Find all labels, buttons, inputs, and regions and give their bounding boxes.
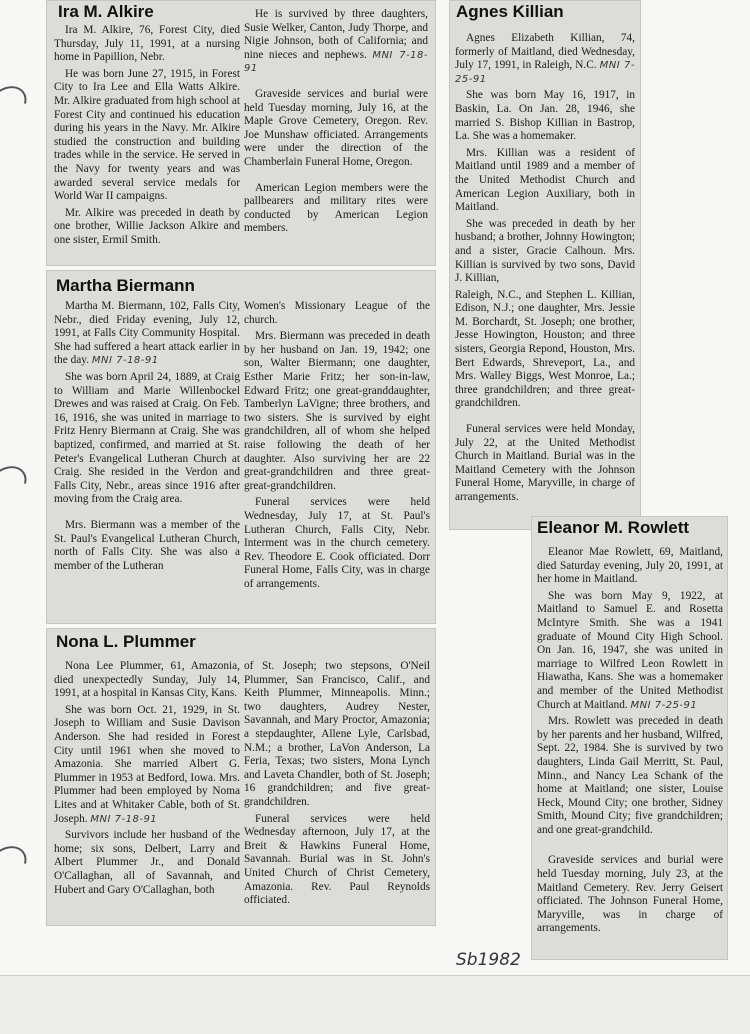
handwritten-date: MNI 7-18-91 xyxy=(244,49,429,75)
obituary-paragraph: Agnes Elizabeth Killian, 74, formerly of Maitland, died Wednesday, July 17, 1991, in Raleigh, N.C. MNI 7-25-91 xyxy=(455,32,635,85)
obituary-paragraph: Raleigh, N.C., and Stephen L. Killian, Edison, N.J.; one daughter, Mrs. Jessie M. Borchardt, St. Joseph; one brother, Jesse Howington, Houston; and three sisters, Georgia Repond, Houston, Mrs. Bert Edwards, Shreveport, La., and Mrs. Walley Biggs, West Monroe, La.; three grandchildren; and three great-grandchildren. xyxy=(455,288,635,410)
handwritten-date: MNI 7-25-91 xyxy=(455,60,635,85)
obituary-paragraph: Ira M. Alkire, 76, Forest City, died Thursday, July 11, 1991, at a nursing home in Papillion, Nebr. xyxy=(54,24,240,64)
obituary-paragraph: She was preceded in death by her husband; a brother, Johnny Howington; and a sister, Gracie Calhoun. Mrs. Killian is survived by two sons, David J. Killian, xyxy=(455,217,635,285)
obituary-column xyxy=(455,32,635,508)
obituary-column-1 xyxy=(54,300,240,576)
obituary-column-2 xyxy=(244,8,428,239)
obituary-paragraph: He was born June 27, 1915, in Forest City to Ira Lee and Ella Watts Alkire. Mr. Alkire graduated from high school at Forest City and continued his education during his years in the Navy. Mr. Alkire studied the construction and building trades while in the service. He served in the Navy for twenty years and was awarded several service medals for World War II campaigns. xyxy=(54,67,240,203)
obituary-column-1 xyxy=(54,660,240,900)
obituary-paragraph: Mrs. Biermann was preceded in death by her husband on Jan. 19, 1942; one son, Walter Biermann; one daughter, Esther Marie Fritz; her son-in-law, Edward Fritz; one great-granddaughter, Tamberlyn LaVigne; three brothers, and two sisters. She is survived by eight grandchildren, all of whom she helped raise following the death of her daughter. Also surviving her are 22 great-grandchildren and three great-great-grandchildren. xyxy=(244,330,430,492)
obituary-clipping-rowlett xyxy=(531,516,728,960)
obituary-clipping-plummer xyxy=(46,628,436,926)
obituary-paragraph: She was born May 16, 1917, in Baskin, La. On Jan. 28, 1946, she married S. Bishop Killian in Bastrop, La. She was a homemaker. xyxy=(455,89,635,143)
obituary-column-2 xyxy=(244,300,430,594)
obituary-clipping-killian xyxy=(449,0,641,530)
obituary-paragraph: She was born May 9, 1922, at Maitland to Samuel E. and Rosetta McIntyre Smith. She was a 1941 graduate of Mound City High School. On Jan. 16, 1947, she was united in marriage to Wilfred Leon Rowlett in Hiawatha, Kans. She was a homemaker and member of the United Methodist Church at Maitland. MNI 7-25-91 xyxy=(537,589,723,711)
obituary-paragraph: Eleanor Mae Rowlett, 69, Maitland, died Saturday evening, July 20, 1991, at her home in Maitland. xyxy=(537,546,723,586)
obituary-paragraph: She was born April 24, 1889, at Craig to William and Marie Willenbockel Drewes and was raised at Craig. On Feb. 16, 1916, she was united in marriage to Fritz Henry Biermann at Craig. She was baptized, confirmed, and married at St. Peter's Evangelical Lutheran Church at Craig. She resided in the Verdon and Falls City, Nebr., areas since 1916 after moving from the Craig area. xyxy=(54,370,240,506)
obituary-paragraph: Women's Missionary League of the church. xyxy=(244,300,430,326)
obituary-column-1 xyxy=(54,24,240,251)
handwritten-date: MNI 7-18-91 xyxy=(91,355,159,367)
obituary-paragraph: Funeral services were held Monday, July 22, at the United Methodist Church in Maitland. Burial was in the Maitland Cemetery with the Johnson Funeral Home, Maryville, in charge of arrangements. xyxy=(455,423,635,503)
obituary-paragraph: Survivors include her husband of the home; six sons, Delbert, Larry and Albert Plummer Jr., and Donald O'Callaghan, all of Savannah, and Hubert and Gary O'Callaghan, both xyxy=(54,829,240,896)
obituary-paragraph: Funeral services were held Wednesday afternoon, July 17, at the Breit & Hawkins Funeral Home, Savannah. Burial was in St. John's United Church of Christ Cemetery, Amazonia. Rev. Paul Reynolds officiated. xyxy=(244,812,430,907)
obituary-paragraph: Graveside services and burial were held Tuesday morning, July 16, at the Maple Grove Cemetery, Oregon. Rev. Joe Munshaw officiated. Arrangements were under the direction of the Chamberlain Funeral Home, Oregon. xyxy=(244,87,428,168)
obituary-name: Agnes Killian xyxy=(456,2,564,21)
obituary-paragraph: Funeral services were held Wednesday, July 17, at St. Paul's Lutheran Church, Falls City, Nebr. Interment was in the church cemetery. Rev. Theodore E. Cook officiated. Dorr Funeral Home, Falls City, was in charge of arrangements. xyxy=(244,496,430,590)
obituary-paragraph: Mrs. Biermann was a member of the St. Paul's Evangelical Lutheran Church, north of Falls City. She was also a member of the Lutheran xyxy=(54,518,240,572)
obituary-name: Nona L. Plummer xyxy=(56,632,196,651)
obituary-paragraph: American Legion members were the pallbearers and military rites were conducted by American Legion members. xyxy=(244,181,428,235)
obituary-paragraph: Nona Lee Plummer, 61, Amazonia, died unexpectedly Sunday, July 14, 1991, at a hospital in Kansas City, Kans. xyxy=(54,660,240,700)
obituary-column xyxy=(537,546,723,939)
obituary-clipping-alkire xyxy=(46,0,436,266)
scanner-margin xyxy=(0,975,750,1034)
obituary-clipping-biermann xyxy=(46,270,436,624)
obituary-name: Ira M. Alkire xyxy=(58,2,154,21)
obituary-paragraph: Mr. Alkire was preceded in death by one brother, Willie Jackson Alkire and one sister, Ermil Smith. xyxy=(54,206,240,246)
obituary-paragraph: Mrs. Killian was a resident of Maitland until 1989 and a member of the United Methodist Church and American Legion Auxiliary, both in Maitland. xyxy=(455,146,635,214)
handwritten-archive-number: Sb1982 xyxy=(456,950,521,970)
obituary-paragraph: Mrs. Rowlett was preceded in death by her parents and her husband, Wilfred, Sept. 22, 1984. She is survived by two daughters, Linda Gail Merritt, St. Paul, Minn., and Nancy Lea Schank of the home at Maitland; one sister, Louise Heck, Mound City; one brother, Sidney Smith, Mound City; five grandchildren; and one great-grandchild. xyxy=(537,715,723,836)
obituary-paragraph: Martha M. Biermann, 102, Falls City, Nebr., died Friday evening, July 12, 1991, at Falls City Community Hospital. She had suffered a heart attack earlier in the day. MNI 7-18-91 xyxy=(54,300,240,367)
handwritten-date: MNI 7-25-91 xyxy=(630,699,698,711)
obituary-name: Martha Biermann xyxy=(56,276,195,295)
obituary-name: Eleanor M. Rowlett xyxy=(537,518,690,537)
obituary-paragraph: of St. Joseph; two stepsons, O'Neil Plummer, San Francisco, Calif., and Keith Plummer, Minneapolis. Minn.; two daughters, Audrey Nester, Savannah, and Mary Proctor, Amazonia; a stepdaughter, Allene Lyle, Carlsbad, N.M.; a brother, LaVon Anderson, La Feria, Texas; two sisters, Mona Lynch and Laveta Chandler, both of St. Joseph; 16 grandchildren; and five great-grandchildren. xyxy=(244,660,430,808)
obituary-paragraph: Graveside services and burial were held Tuesday morning, July 23, at the Maitland Cemetery. Rev. Jerry Geisert officiated. The Johnson Funeral Home, Maryville, was in charge of arrangements. xyxy=(537,854,723,935)
obituary-column-2 xyxy=(244,660,430,911)
obituary-paragraph: He is survived by three daughters, Susie Welker, Canton, Judy Thorpe, and Nigie Johnson, both of California; and nine nieces and nephews. MNI 7-18-91 xyxy=(244,8,429,75)
obituary-paragraph: She was born Oct. 21, 1929, in St. Joseph to William and Susie Davison Anderson. She had resided in Forest City until 1961 when she moved to Amazonia. She married Albert G. Plummer in 1953 at Bedford, Iowa. Mrs. Plummer had been employed by Noma Lites and at Whitaker Cable, both of St. Joseph. MNI 7-18-91 xyxy=(54,703,240,825)
handwritten-date: MNI 7-18-91 xyxy=(90,813,158,825)
